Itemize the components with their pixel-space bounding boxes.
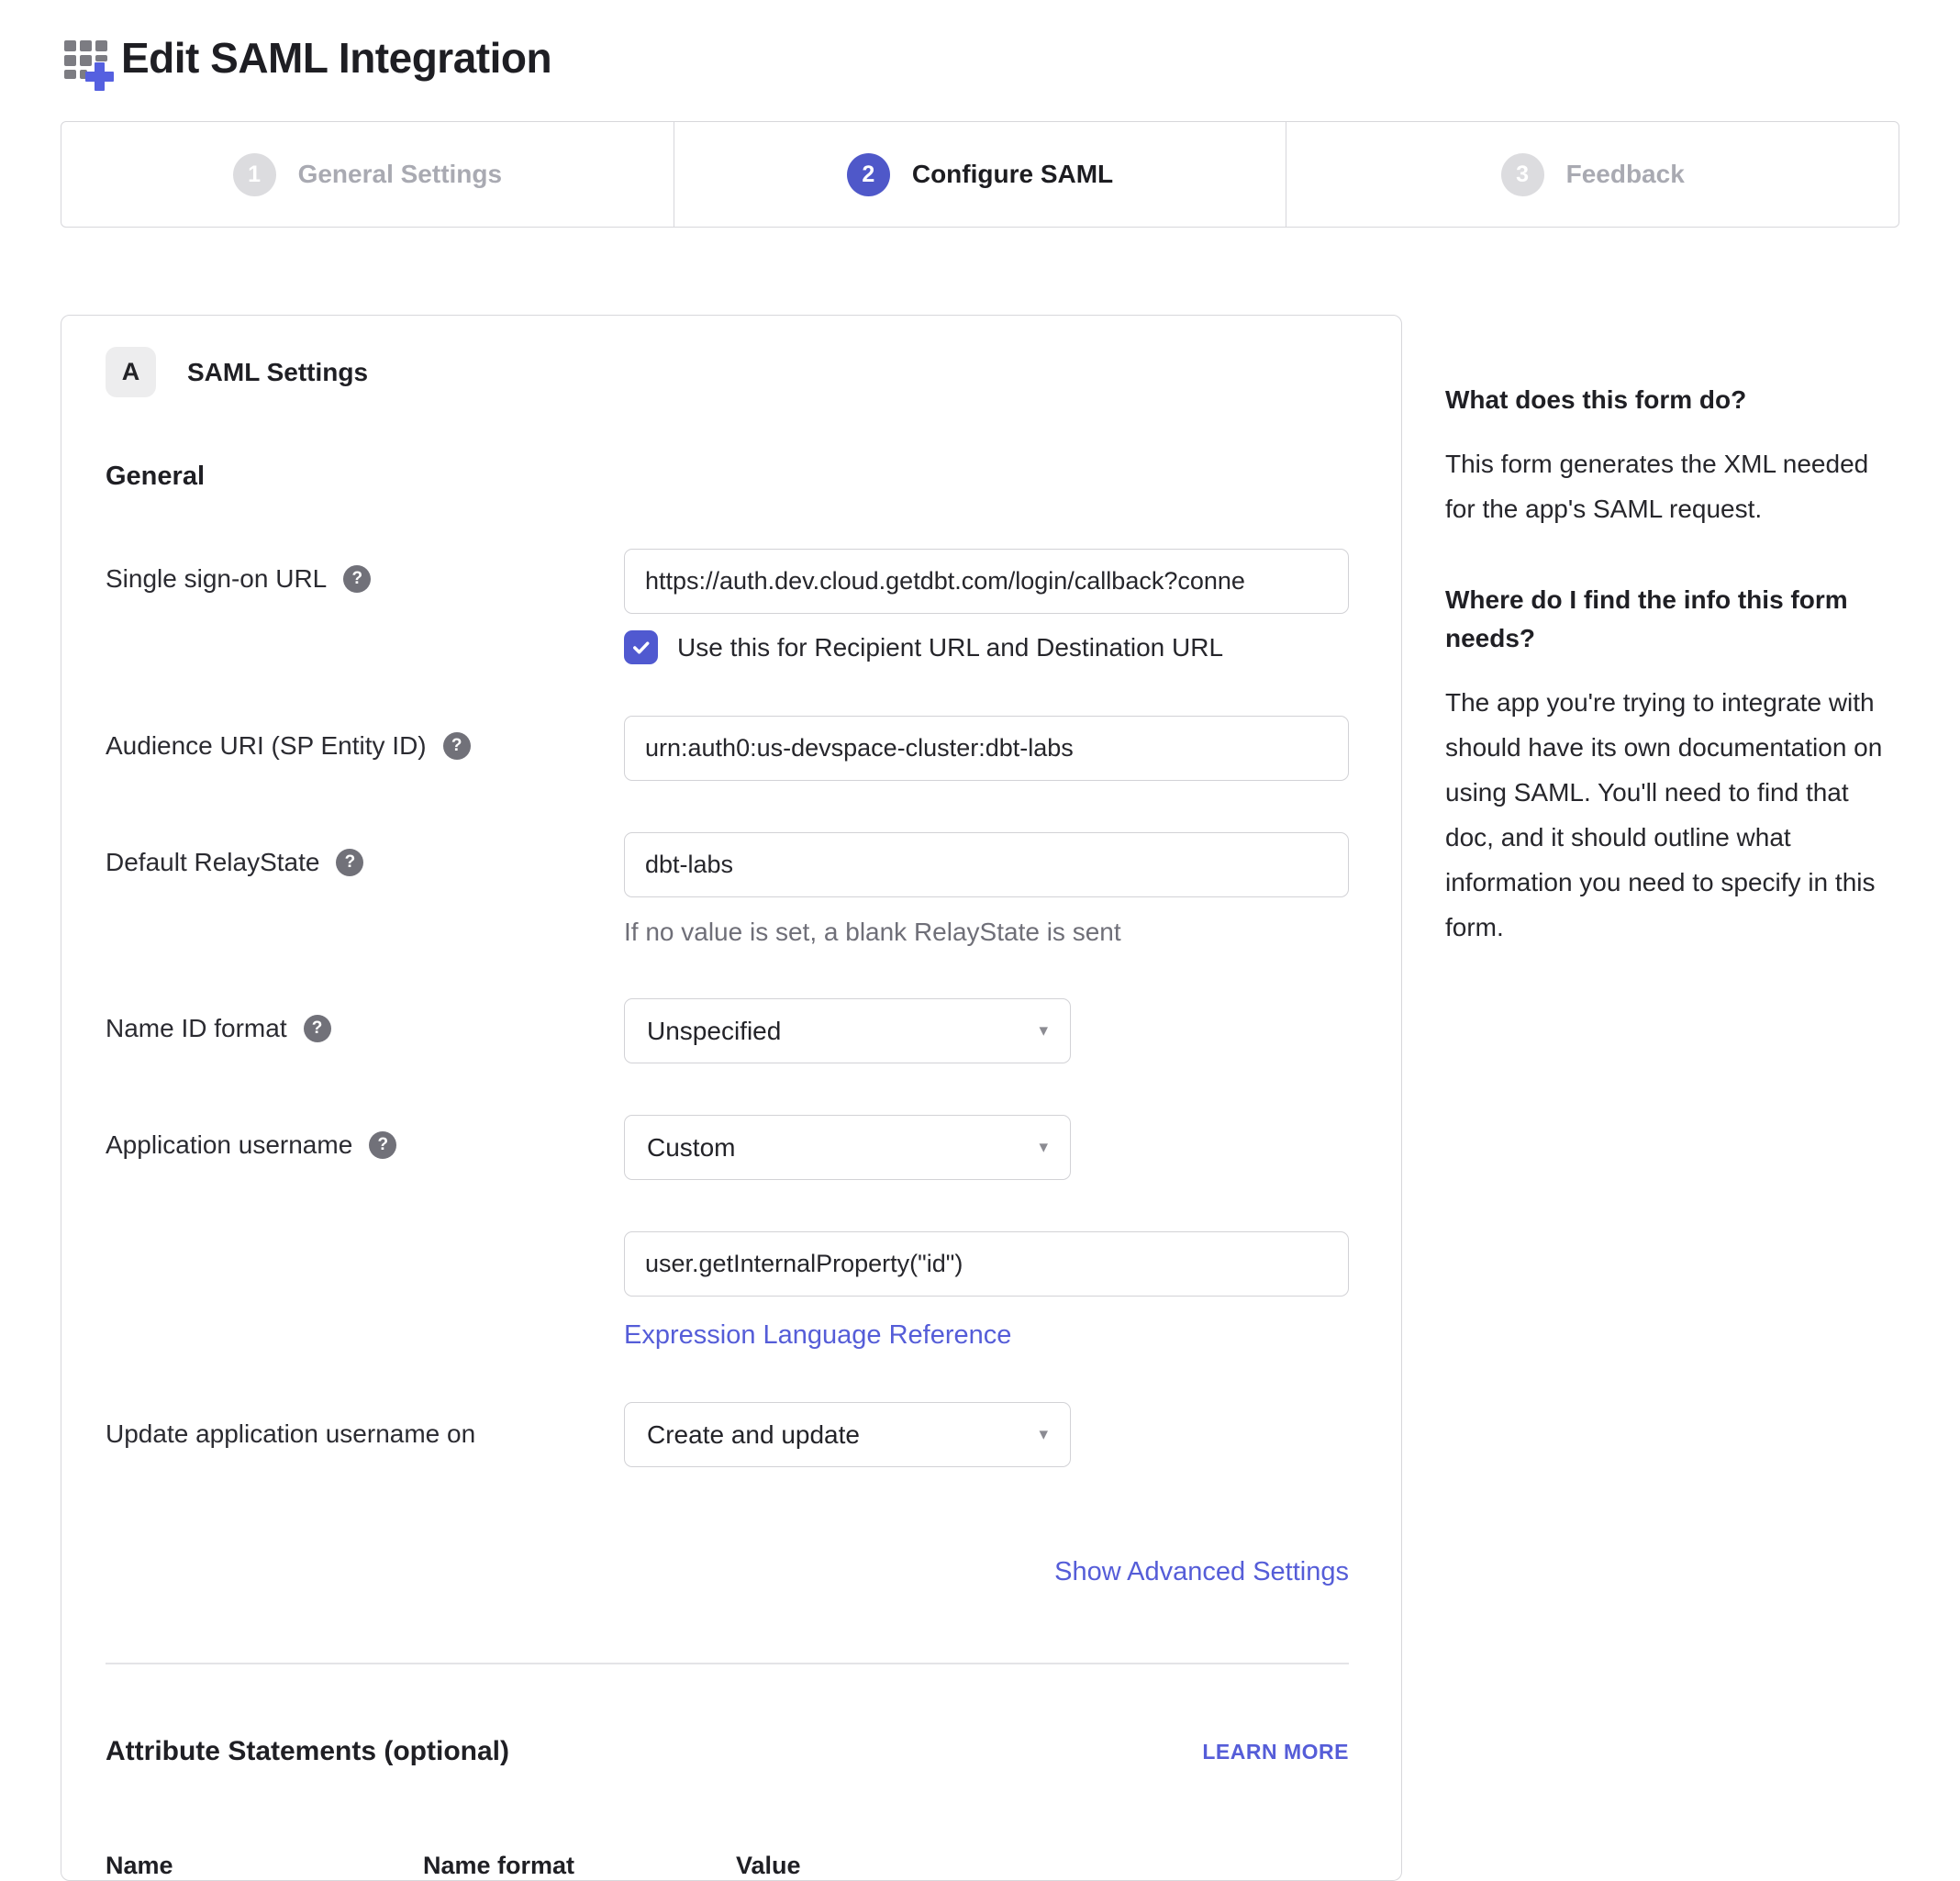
application-username-label: Application username [106, 1130, 353, 1159]
field-row-sso [106, 549, 1357, 664]
attribute-statements-heading: Attribute Statements (optional) [106, 1736, 509, 1766]
sso-url-input[interactable] [624, 549, 1349, 614]
step-label: Feedback [1565, 160, 1685, 188]
sidebar-answer-2: The app you're trying to integrate with should have its own documentation on using SAML. You'll need to find that doc, and it should outline what information you need to specify in this form. [1445, 688, 1883, 941]
custom-expression-input[interactable] [624, 1231, 1349, 1297]
help-icon[interactable]: ? [336, 849, 363, 876]
section-divider [106, 1663, 1349, 1664]
recipient-url-checkbox-label: Use this for Recipient URL and Destination URL [677, 632, 1224, 662]
name-id-format-label: Name ID format [106, 1014, 287, 1042]
field-row-name-id-format [106, 998, 1357, 1063]
relay-state-label: Default RelayState [106, 848, 320, 876]
update-username-select[interactable] [624, 1402, 1071, 1467]
recipient-url-checkbox[interactable] [624, 630, 658, 664]
check-icon [630, 637, 651, 658]
audience-uri-input[interactable] [624, 716, 1349, 781]
learn-more-link[interactable]: LEARN MORE [1202, 1739, 1349, 1764]
general-heading: General [106, 462, 205, 491]
help-icon[interactable]: ? [369, 1131, 396, 1159]
column-header-value: Value [736, 1852, 801, 1879]
help-icon[interactable]: ? [443, 732, 471, 760]
expression-language-reference-link[interactable]: Expression Language Reference [624, 1320, 1012, 1350]
show-advanced-settings-link[interactable]: Show Advanced Settings [1054, 1557, 1349, 1586]
sidebar-answer-1: This form generates the XML needed for the app's SAML request. [1445, 450, 1869, 523]
update-username-label: Update application username on [106, 1419, 476, 1448]
sidebar-question-1: What does this form do? [1445, 385, 1747, 414]
grid-plus-icon [61, 31, 117, 92]
selected-value: Custom [647, 1132, 736, 1162]
step-label: Configure SAML [911, 160, 1114, 188]
help-icon[interactable]: ? [304, 1015, 331, 1042]
chevron-down-icon: ▾ [1039, 1021, 1048, 1041]
step-number-badge: 3 [1501, 153, 1544, 196]
selected-value: Unspecified [647, 1016, 782, 1045]
field-row-relay-state [106, 832, 1357, 947]
step-general-settings[interactable] [61, 122, 674, 227]
section-badge: A [106, 347, 156, 397]
relay-state-helper: If no value is set, a blank RelayState is sent [624, 918, 1121, 946]
name-id-format-select[interactable] [624, 998, 1071, 1063]
column-header-name: Name [106, 1852, 173, 1879]
sidebar-question-2: Where do I find the info this form needs? [1445, 585, 1848, 652]
step-configure-saml[interactable] [674, 122, 1287, 227]
selected-value: Create and update [647, 1419, 860, 1449]
chevron-down-icon: ▾ [1039, 1138, 1048, 1157]
attribute-statements-header-row [106, 1852, 1357, 1880]
help-icon[interactable]: ? [343, 565, 371, 593]
page-header [61, 28, 1899, 88]
step-wizard [61, 121, 1899, 228]
field-row-audience-uri [106, 716, 1357, 781]
field-row-application-username [106, 1115, 1357, 1180]
column-header-name-format: Name format [423, 1852, 575, 1879]
audience-uri-label: Audience URI (SP Entity ID) [106, 731, 427, 760]
section-title: SAML Settings [187, 357, 369, 386]
help-sidebar [1445, 315, 1899, 999]
step-feedback[interactable] [1286, 122, 1899, 227]
panel-header [106, 347, 1357, 397]
step-number-badge: 1 [233, 153, 276, 196]
field-row-update-username [106, 1402, 1357, 1467]
page-title: Edit SAML Integration [121, 34, 552, 82]
sso-url-label: Single sign-on URL [106, 564, 328, 593]
step-number-badge: 2 [847, 153, 890, 196]
step-label: General Settings [297, 160, 503, 188]
chevron-down-icon: ▾ [1039, 1425, 1048, 1444]
field-row-custom-expression [106, 1231, 1357, 1351]
application-username-select[interactable] [624, 1115, 1071, 1180]
saml-settings-panel [61, 315, 1402, 1881]
relay-state-input[interactable] [624, 832, 1349, 897]
